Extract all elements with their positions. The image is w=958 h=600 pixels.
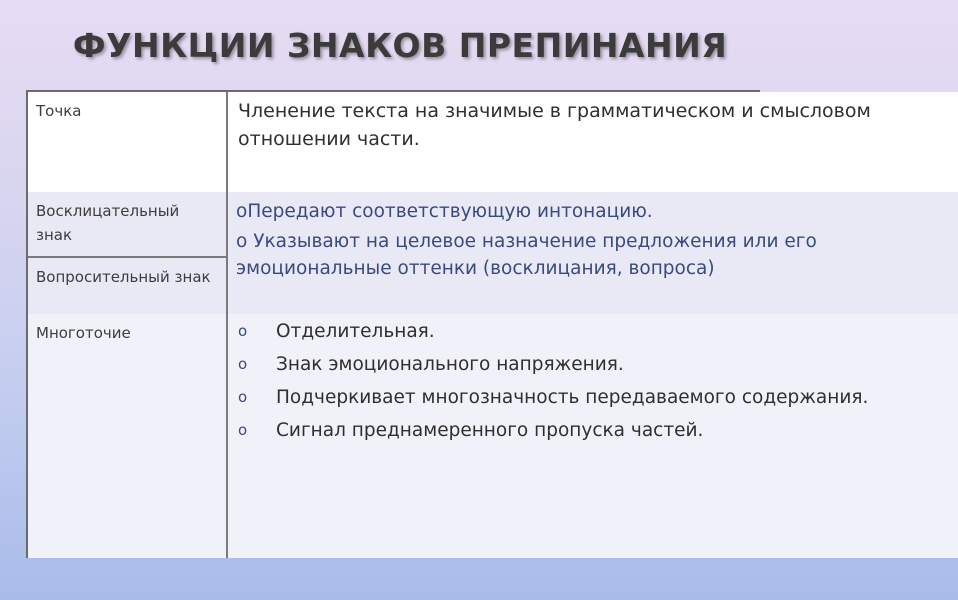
ellipsis-list [228,314,958,444]
bullet-icon: o [238,322,248,340]
item-text: Отделительная. [276,321,435,342]
bullet-icon: o [238,421,248,439]
bullet-icon: o [236,201,248,222]
content-cell-exclamation-question [228,192,958,314]
item-text: Знак эмоционального напряжения. [276,354,624,375]
label-cell-period [28,92,228,192]
functions-table [26,90,871,558]
item-text: Передают соответствующую интонацию. [247,201,653,222]
label-period: Точка [36,102,82,120]
content-period: Членение текста на значимые в грамматическом и смысловом отношении части. [238,100,871,150]
bullet-icon: o [236,231,248,252]
label-cell-ellipsis [28,314,228,558]
list-item [228,384,958,411]
list-item [228,417,958,444]
list-item [236,198,952,225]
content-cell-ellipsis [228,314,958,558]
label-exclamation: Восклицательный знак [36,202,180,244]
content-cell-period [228,92,958,192]
item-text: Указывают на целевое назначение предложения или его эмоциональные оттенки (восклицания, вопроса) [236,231,817,279]
bullet-icon: o [238,355,248,373]
label-ellipsis: Многоточие [36,324,131,342]
item-text: Подчеркивает многозначность передаваемого содержания. [276,387,869,408]
slide-title: ФУНКЦИИ ЗНАКОВ ПРЕПИНАНИЯ [72,26,728,65]
label-question: Вопросительный знак [36,268,211,286]
bullet-icon: o [238,388,248,406]
item-text: Сигнал преднамеренного пропуска частей. [276,420,704,441]
list-item [228,351,958,378]
label-cell-question [28,258,228,314]
label-cell-exclamation [28,192,228,256]
list-item [228,318,958,345]
content-exclamation-question [228,192,958,282]
list-item [236,228,952,282]
